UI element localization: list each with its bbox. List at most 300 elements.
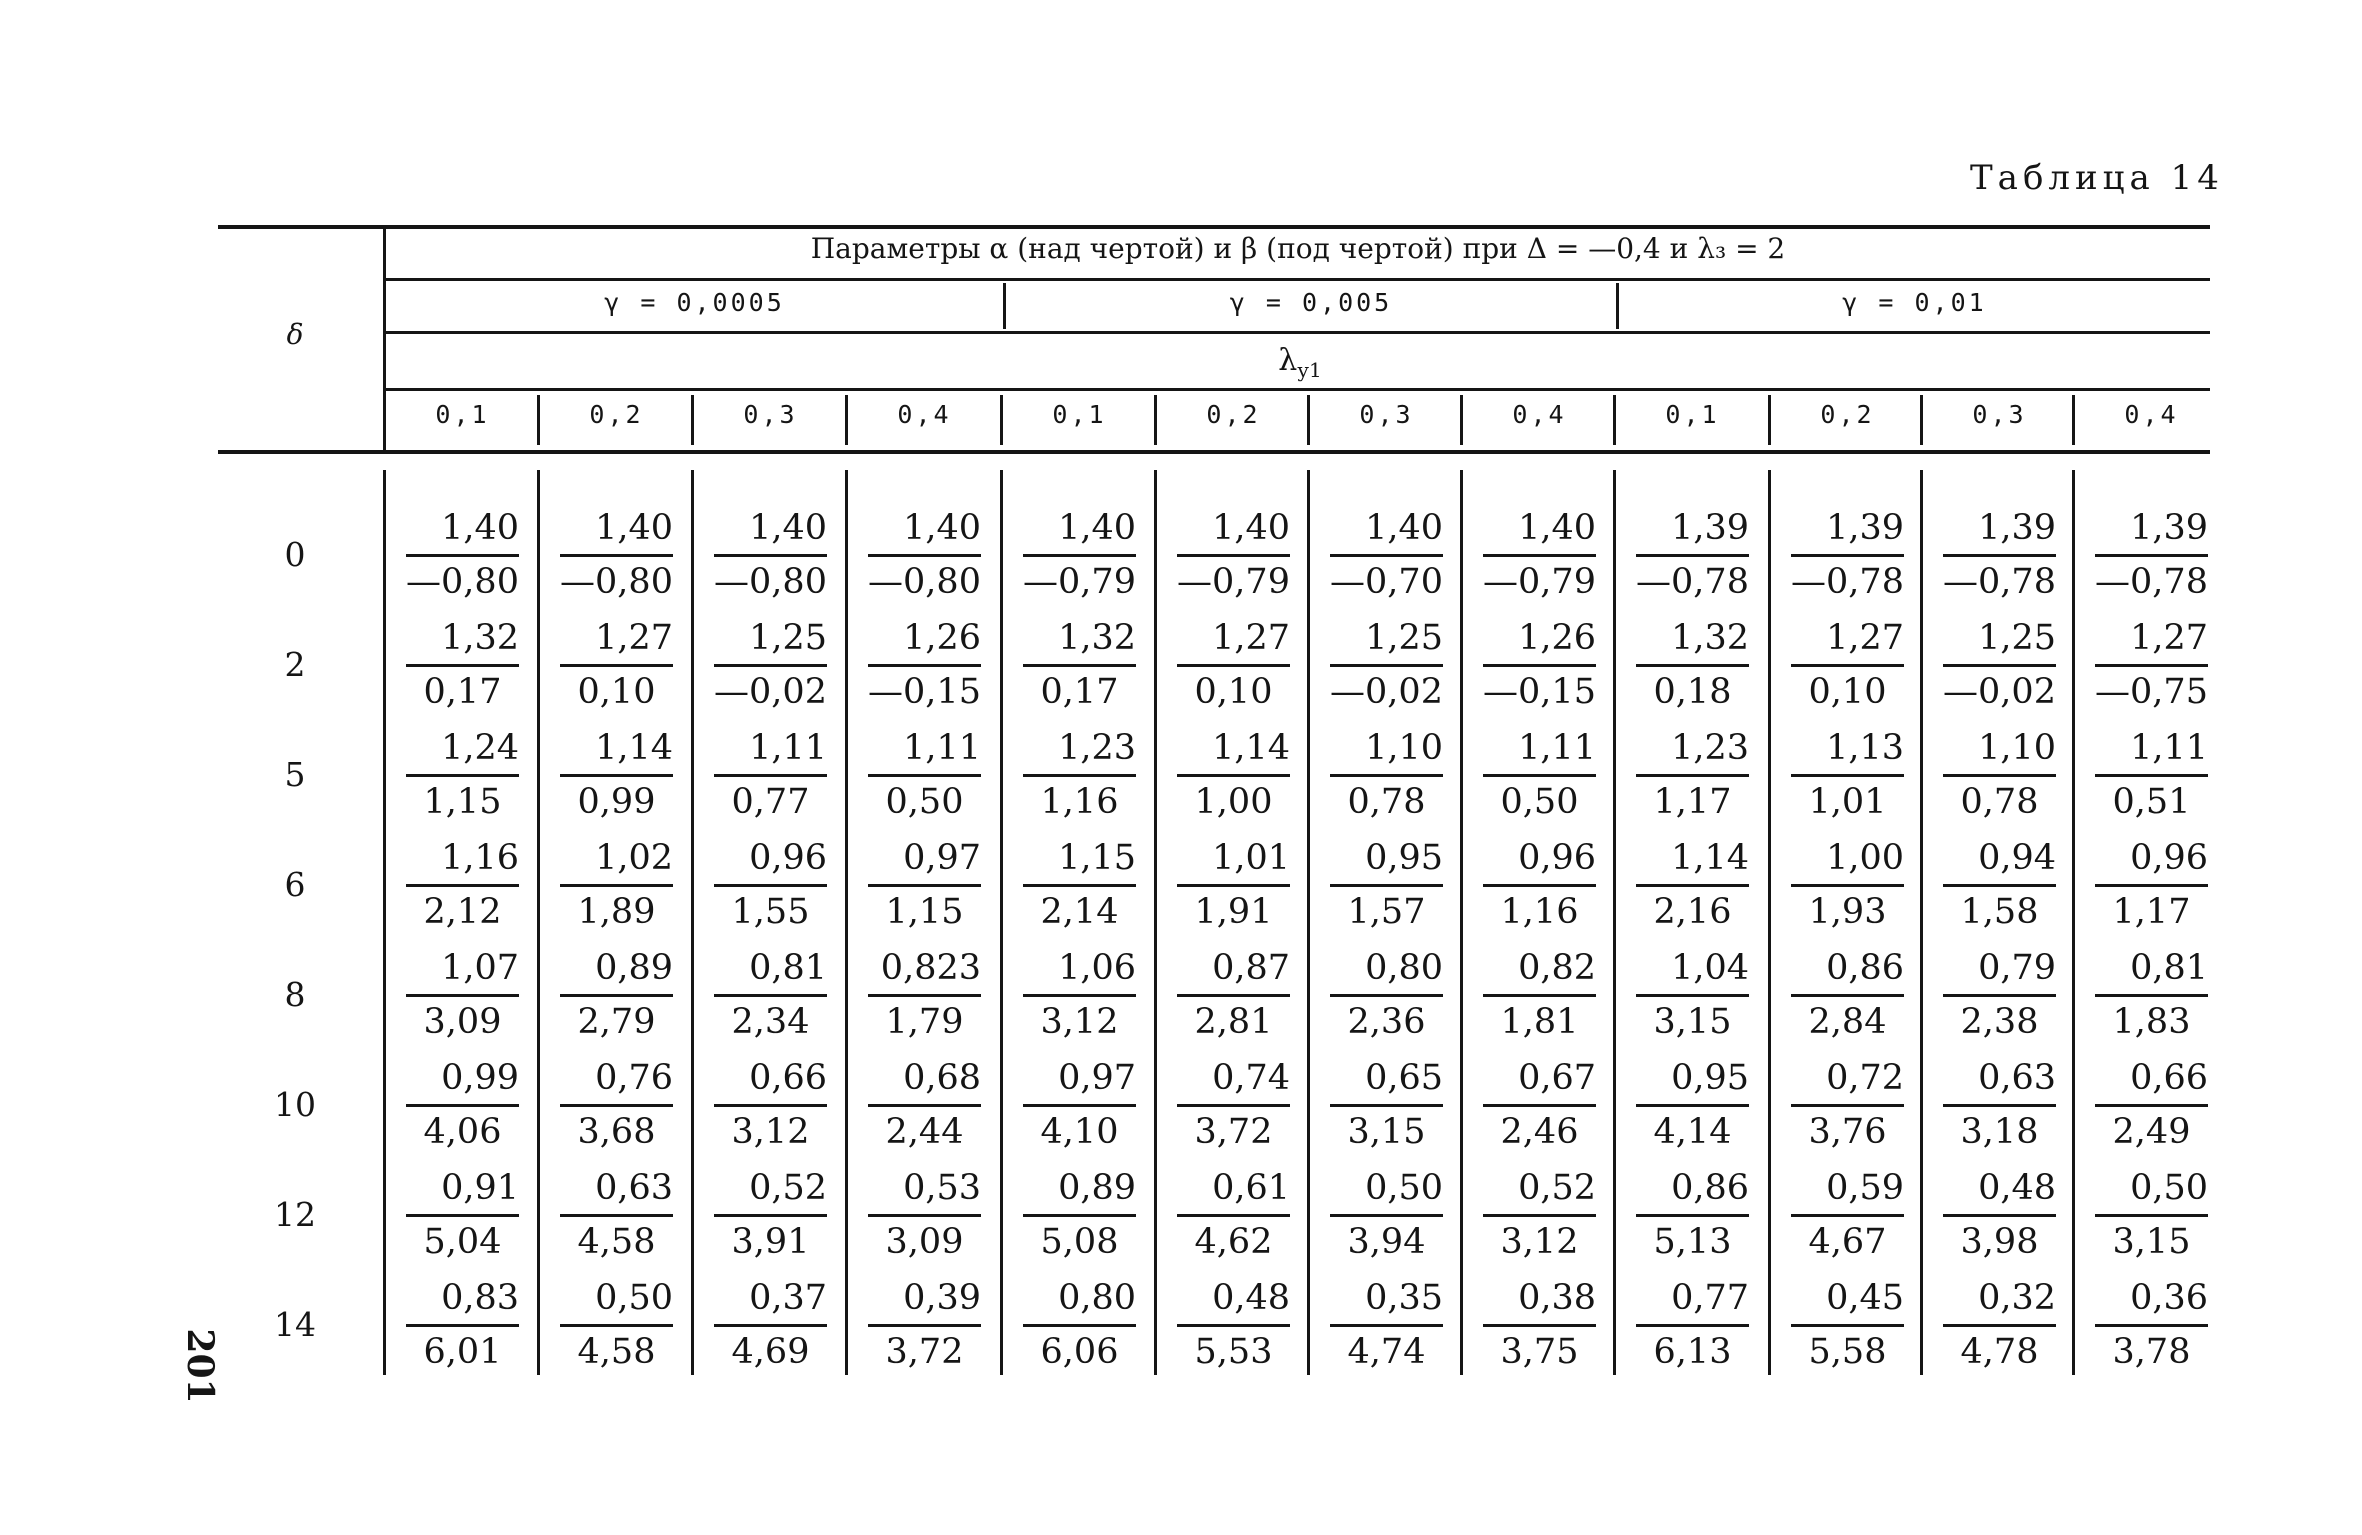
beta-value: 3,15 bbox=[1653, 1002, 1732, 1042]
delta-value: 8 bbox=[284, 975, 306, 1014]
fraction-bar bbox=[1023, 1324, 1136, 1327]
fraction-bar bbox=[1483, 1324, 1596, 1327]
fraction-bar bbox=[1636, 884, 1749, 887]
fraction-bar bbox=[868, 1104, 981, 1107]
alpha-value: 1,01 bbox=[1212, 838, 1290, 878]
fraction-bar bbox=[1636, 1324, 1749, 1327]
alpha-value: 1,25 bbox=[1365, 618, 1443, 658]
table-cell bbox=[862, 725, 987, 825]
table-cell bbox=[1630, 835, 1755, 935]
alpha-value: 0,50 bbox=[595, 1278, 673, 1318]
gamma-header-1: γ = 0,0005 bbox=[604, 288, 785, 317]
alpha-value: 0,35 bbox=[1365, 1278, 1443, 1318]
lambda-value-header: 0,4 bbox=[2124, 400, 2179, 429]
alpha-value: 0,80 bbox=[1365, 948, 1443, 988]
beta-value: —0,80 bbox=[868, 562, 981, 602]
alpha-value: 1,06 bbox=[1058, 948, 1136, 988]
alpha-value: 1,40 bbox=[595, 508, 673, 548]
fraction-bar bbox=[1791, 1104, 1904, 1107]
table-cell bbox=[400, 1165, 525, 1265]
fraction-bar bbox=[1943, 994, 2056, 997]
fraction-bar bbox=[1330, 1104, 1443, 1107]
alpha-value: 0,48 bbox=[1212, 1278, 1290, 1318]
delta-value: 14 bbox=[274, 1305, 316, 1344]
beta-value: 0,50 bbox=[885, 782, 964, 822]
body-column-line bbox=[537, 470, 540, 1375]
beta-value: 1,81 bbox=[1500, 1002, 1579, 1042]
alpha-value: 1,02 bbox=[595, 838, 673, 878]
table-cell bbox=[1171, 615, 1296, 715]
table-cell bbox=[1477, 945, 1602, 1045]
fraction-bar bbox=[1483, 554, 1596, 557]
alpha-value: 0,66 bbox=[2130, 1058, 2208, 1098]
lambda-header bbox=[1200, 343, 1400, 382]
beta-value: —0,78 bbox=[2095, 562, 2208, 602]
fraction-bar bbox=[1023, 554, 1136, 557]
fraction-bar bbox=[1330, 884, 1443, 887]
table-cell bbox=[1017, 505, 1142, 605]
beta-value: 3,75 bbox=[1500, 1332, 1579, 1372]
fraction-bar bbox=[1177, 1214, 1290, 1217]
body-column-line bbox=[1460, 470, 1463, 1375]
delta-header: δ bbox=[286, 318, 304, 351]
beta-value: —0,78 bbox=[1791, 562, 1904, 602]
fraction-bar bbox=[714, 884, 827, 887]
beta-value: 0,17 bbox=[423, 672, 502, 712]
fraction-bar bbox=[560, 1324, 673, 1327]
table-cell bbox=[554, 725, 679, 825]
beta-value: 0,10 bbox=[1808, 672, 1887, 712]
fraction-bar bbox=[714, 554, 827, 557]
beta-value: 1,91 bbox=[1194, 892, 1273, 932]
alpha-value: 0,89 bbox=[1058, 1168, 1136, 1208]
lambda-divider bbox=[691, 395, 694, 445]
alpha-value: 0,83 bbox=[441, 1278, 519, 1318]
fraction-bar bbox=[1483, 884, 1596, 887]
beta-value: 1,58 bbox=[1960, 892, 2039, 932]
beta-value: 4,62 bbox=[1194, 1222, 1273, 1262]
fraction-bar bbox=[406, 554, 519, 557]
beta-value: 2,34 bbox=[731, 1002, 810, 1042]
fraction-bar bbox=[1636, 774, 1749, 777]
beta-value: 2,81 bbox=[1194, 1002, 1273, 1042]
header-main: Параметры α (над чертой) и β (под чертой) при Δ = —0,4 и λ₃ = 2 bbox=[810, 232, 1786, 265]
beta-value: 1,15 bbox=[423, 782, 502, 822]
table-cell bbox=[2089, 1275, 2214, 1375]
alpha-value: 0,52 bbox=[749, 1168, 827, 1208]
beta-value: 1,89 bbox=[577, 892, 656, 932]
alpha-value: 0,36 bbox=[2130, 1278, 2208, 1318]
alpha-value: 0,96 bbox=[1518, 838, 1596, 878]
table-cell bbox=[1785, 505, 1910, 605]
body-column-line bbox=[1307, 470, 1310, 1375]
beta-value: —0,02 bbox=[1943, 672, 2056, 712]
beta-value: 3,12 bbox=[731, 1112, 810, 1152]
fraction-bar bbox=[1177, 1324, 1290, 1327]
header-rule-2 bbox=[386, 331, 2210, 334]
alpha-value: 0,66 bbox=[749, 1058, 827, 1098]
fraction-bar bbox=[1177, 774, 1290, 777]
fraction-bar bbox=[868, 994, 981, 997]
delta-value: 5 bbox=[284, 755, 306, 794]
table-cell bbox=[1017, 725, 1142, 825]
table-cell bbox=[400, 945, 525, 1045]
table-cell bbox=[708, 945, 833, 1045]
table-cell bbox=[1477, 835, 1602, 935]
beta-value: —0,80 bbox=[714, 562, 827, 602]
fraction-bar bbox=[2095, 884, 2208, 887]
table-cell bbox=[1017, 1165, 1142, 1265]
table-cell bbox=[1937, 725, 2062, 825]
fraction-bar bbox=[2095, 1324, 2208, 1327]
fraction-bar bbox=[406, 1324, 519, 1327]
alpha-value: 0,89 bbox=[595, 948, 673, 988]
table-cell bbox=[400, 1055, 525, 1155]
gamma-header-3: γ = 0,01 bbox=[1842, 288, 1987, 317]
beta-value: —0,80 bbox=[406, 562, 519, 602]
beta-value: 3,15 bbox=[2112, 1222, 2191, 1262]
alpha-value: 0,59 bbox=[1826, 1168, 1904, 1208]
lambda-value-header: 0,2 bbox=[1206, 400, 1261, 429]
alpha-value: 1,14 bbox=[1671, 838, 1749, 878]
alpha-value: 0,99 bbox=[441, 1058, 519, 1098]
table-cell bbox=[1477, 725, 1602, 825]
alpha-value: 0,96 bbox=[749, 838, 827, 878]
table-cell bbox=[1017, 615, 1142, 715]
fraction-bar bbox=[714, 1214, 827, 1217]
fraction-bar bbox=[868, 1324, 981, 1327]
fraction-bar bbox=[868, 554, 981, 557]
delta-value: 2 bbox=[284, 645, 306, 684]
table-cell bbox=[1630, 1275, 1755, 1375]
beta-value: 0,17 bbox=[1040, 672, 1119, 712]
beta-value: 0,51 bbox=[2112, 782, 2191, 822]
beta-value: 2,16 bbox=[1653, 892, 1732, 932]
lambda-symbol: λ bbox=[1278, 343, 1298, 378]
alpha-value: 0,81 bbox=[2130, 948, 2208, 988]
lambda-divider bbox=[1307, 395, 1310, 445]
beta-value: 0,10 bbox=[1194, 672, 1273, 712]
beta-value: 4,78 bbox=[1960, 1332, 2039, 1372]
table-cell bbox=[1937, 945, 2062, 1045]
beta-value: 2,36 bbox=[1347, 1002, 1426, 1042]
beta-value: 0,99 bbox=[577, 782, 656, 822]
alpha-value: 1,40 bbox=[1518, 508, 1596, 548]
alpha-value: 1,40 bbox=[1212, 508, 1290, 548]
beta-value: 0,50 bbox=[1500, 782, 1579, 822]
fraction-bar bbox=[560, 554, 673, 557]
beta-value: 3,72 bbox=[1194, 1112, 1273, 1152]
table-cell bbox=[1785, 615, 1910, 715]
fraction-bar bbox=[2095, 664, 2208, 667]
alpha-value: 1,14 bbox=[1212, 728, 1290, 768]
fraction-bar bbox=[714, 1104, 827, 1107]
fraction-bar bbox=[1636, 994, 1749, 997]
table-cell bbox=[708, 725, 833, 825]
lambda-divider bbox=[845, 395, 848, 445]
alpha-value: 1,23 bbox=[1058, 728, 1136, 768]
alpha-value: 0,52 bbox=[1518, 1168, 1596, 1208]
alpha-value: 0,63 bbox=[1978, 1058, 2056, 1098]
fraction-bar bbox=[1483, 994, 1596, 997]
beta-value: 4,58 bbox=[577, 1222, 656, 1262]
lambda-value-header: 0,1 bbox=[435, 400, 490, 429]
table-cell bbox=[554, 945, 679, 1045]
beta-value: 2,12 bbox=[423, 892, 502, 932]
beta-value: 3,18 bbox=[1960, 1112, 2039, 1152]
alpha-value: 0,61 bbox=[1212, 1168, 1290, 1208]
table-cell bbox=[862, 835, 987, 935]
fraction-bar bbox=[1943, 554, 2056, 557]
alpha-value: 1,27 bbox=[1826, 618, 1904, 658]
delta-value: 6 bbox=[284, 865, 306, 904]
table-cell bbox=[862, 1165, 987, 1265]
table-cell bbox=[1171, 835, 1296, 935]
lambda-divider bbox=[537, 395, 540, 445]
fraction-bar bbox=[406, 994, 519, 997]
alpha-value: 0,67 bbox=[1518, 1058, 1596, 1098]
alpha-value: 1,14 bbox=[595, 728, 673, 768]
beta-value: —0,15 bbox=[1483, 672, 1596, 712]
lambda-value-header: 0,3 bbox=[743, 400, 798, 429]
beta-value: 4,14 bbox=[1653, 1112, 1732, 1152]
alpha-value: 1,40 bbox=[441, 508, 519, 548]
fraction-bar bbox=[1791, 994, 1904, 997]
header-bottom-rule bbox=[218, 450, 2210, 454]
table-cell bbox=[554, 505, 679, 605]
lambda-value-header: 0,3 bbox=[1359, 400, 1414, 429]
beta-value: 2,14 bbox=[1040, 892, 1119, 932]
beta-value: —0,80 bbox=[560, 562, 673, 602]
table-cell bbox=[1785, 1165, 1910, 1265]
beta-value: 4,74 bbox=[1347, 1332, 1426, 1372]
alpha-value: 0,38 bbox=[1518, 1278, 1596, 1318]
fraction-bar bbox=[868, 774, 981, 777]
fraction-bar bbox=[560, 884, 673, 887]
alpha-value: 0,68 bbox=[903, 1058, 981, 1098]
table-cell bbox=[1477, 505, 1602, 605]
alpha-value: 0,95 bbox=[1365, 838, 1443, 878]
beta-value: 5,53 bbox=[1194, 1332, 1273, 1372]
beta-value: 6,06 bbox=[1040, 1332, 1119, 1372]
table-cell bbox=[400, 725, 525, 825]
beta-value: 3,78 bbox=[2112, 1332, 2191, 1372]
fraction-bar bbox=[1023, 884, 1136, 887]
alpha-value: 0,48 bbox=[1978, 1168, 2056, 1208]
alpha-value: 0,97 bbox=[903, 838, 981, 878]
table-cell bbox=[1324, 1275, 1449, 1375]
alpha-value: 1,40 bbox=[1365, 508, 1443, 548]
table-cell bbox=[1630, 1055, 1755, 1155]
alpha-value: 1,27 bbox=[1212, 618, 1290, 658]
fraction-bar bbox=[1023, 994, 1136, 997]
beta-value: —0,78 bbox=[1636, 562, 1749, 602]
beta-value: 3,09 bbox=[423, 1002, 502, 1042]
lambda-divider bbox=[1460, 395, 1463, 445]
body-column-line bbox=[1613, 470, 1616, 1375]
lambda-value-header: 0,3 bbox=[1972, 400, 2027, 429]
fraction-bar bbox=[406, 1214, 519, 1217]
fraction-bar bbox=[406, 884, 519, 887]
fraction-bar bbox=[1330, 1324, 1443, 1327]
lambda-subscript: у1 bbox=[1297, 358, 1322, 382]
beta-value: 3,76 bbox=[1808, 1112, 1887, 1152]
fraction-bar bbox=[1636, 1214, 1749, 1217]
lambda-divider bbox=[1000, 395, 1003, 445]
table-cell bbox=[1630, 945, 1755, 1045]
table-cell bbox=[400, 615, 525, 715]
beta-value: —0,79 bbox=[1177, 562, 1290, 602]
alpha-value: 0,50 bbox=[1365, 1168, 1443, 1208]
fraction-bar bbox=[1023, 664, 1136, 667]
beta-value: 2,44 bbox=[885, 1112, 964, 1152]
alpha-value: 1,24 bbox=[441, 728, 519, 768]
alpha-value: 1,11 bbox=[903, 728, 981, 768]
lambda-value-header: 0,4 bbox=[1512, 400, 1567, 429]
alpha-value: 1,04 bbox=[1671, 948, 1749, 988]
alpha-value: 0,91 bbox=[441, 1168, 519, 1208]
delta-value: 0 bbox=[284, 535, 306, 574]
fraction-bar bbox=[1177, 1104, 1290, 1107]
alpha-value: 0,96 bbox=[2130, 838, 2208, 878]
alpha-value: 1,40 bbox=[1058, 508, 1136, 548]
fraction-bar bbox=[1483, 664, 1596, 667]
lambda-value-header: 0,2 bbox=[1820, 400, 1875, 429]
beta-value: 1,57 bbox=[1347, 892, 1426, 932]
table-cell bbox=[554, 835, 679, 935]
fraction-bar bbox=[1177, 554, 1290, 557]
fraction-bar bbox=[1330, 664, 1443, 667]
delta-value: 10 bbox=[274, 1085, 316, 1124]
beta-value: 6,13 bbox=[1653, 1332, 1732, 1372]
fraction-bar bbox=[560, 1104, 673, 1107]
beta-value: 0,18 bbox=[1653, 672, 1732, 712]
beta-value: —0,78 bbox=[1943, 562, 2056, 602]
alpha-value: 1,32 bbox=[1058, 618, 1136, 658]
alpha-value: 1,39 bbox=[1671, 508, 1749, 548]
beta-value: 1,79 bbox=[885, 1002, 964, 1042]
alpha-value: 0,823 bbox=[880, 948, 981, 988]
alpha-value: 0,63 bbox=[595, 1168, 673, 1208]
table-cell bbox=[1324, 615, 1449, 715]
beta-value: 0,78 bbox=[1960, 782, 2039, 822]
alpha-value: 1,11 bbox=[2130, 728, 2208, 768]
table-cell bbox=[2089, 615, 2214, 715]
table-cell bbox=[2089, 725, 2214, 825]
table-cell bbox=[708, 1165, 833, 1265]
beta-value: 0,10 bbox=[577, 672, 656, 712]
beta-value: —0,79 bbox=[1483, 562, 1596, 602]
table-cell bbox=[708, 505, 833, 605]
beta-value: 0,78 bbox=[1347, 782, 1426, 822]
alpha-value: 0,72 bbox=[1826, 1058, 1904, 1098]
alpha-value: 1,32 bbox=[1671, 618, 1749, 658]
table-cell bbox=[708, 1275, 833, 1375]
alpha-value: 0,94 bbox=[1978, 838, 2056, 878]
table-cell bbox=[1785, 945, 1910, 1045]
body-column-line bbox=[691, 470, 694, 1375]
lambda-value-header: 0,4 bbox=[897, 400, 952, 429]
beta-value: 2,46 bbox=[1500, 1112, 1579, 1152]
body-column-line bbox=[1000, 470, 1003, 1375]
alpha-value: 0,77 bbox=[1671, 1278, 1749, 1318]
alpha-value: 0,39 bbox=[903, 1278, 981, 1318]
beta-value: 5,13 bbox=[1653, 1222, 1732, 1262]
fraction-bar bbox=[2095, 1104, 2208, 1107]
table-cell bbox=[1630, 505, 1755, 605]
fraction-bar bbox=[1636, 554, 1749, 557]
fraction-bar bbox=[560, 994, 673, 997]
alpha-value: 0,80 bbox=[1058, 1278, 1136, 1318]
beta-value: —0,02 bbox=[714, 672, 827, 712]
alpha-value: 1,11 bbox=[1518, 728, 1596, 768]
table-cell bbox=[1785, 1055, 1910, 1155]
lambda-divider bbox=[1613, 395, 1616, 445]
table-cell bbox=[1017, 835, 1142, 935]
table-cell bbox=[708, 1055, 833, 1155]
table-cell bbox=[1171, 1165, 1296, 1265]
table-cell bbox=[862, 615, 987, 715]
delta-value: 12 bbox=[274, 1195, 316, 1234]
fraction-bar bbox=[1483, 774, 1596, 777]
alpha-value: 0,65 bbox=[1365, 1058, 1443, 1098]
table-cell bbox=[1630, 615, 1755, 715]
table-cell bbox=[1324, 725, 1449, 825]
beta-value: —0,75 bbox=[2095, 672, 2208, 712]
beta-value: 2,38 bbox=[1960, 1002, 2039, 1042]
beta-value: 4,58 bbox=[577, 1332, 656, 1372]
beta-value: 3,12 bbox=[1500, 1222, 1579, 1262]
fraction-bar bbox=[1791, 884, 1904, 887]
beta-value: 1,00 bbox=[1194, 782, 1273, 822]
beta-value: 3,68 bbox=[577, 1112, 656, 1152]
beta-value: 1,55 bbox=[731, 892, 810, 932]
fraction-bar bbox=[1943, 664, 2056, 667]
beta-value: 1,17 bbox=[2112, 892, 2191, 932]
table-cell bbox=[1017, 1055, 1142, 1155]
beta-value: —0,79 bbox=[1023, 562, 1136, 602]
beta-value: 1,15 bbox=[885, 892, 964, 932]
beta-value: 2,84 bbox=[1808, 1002, 1887, 1042]
alpha-value: 0,87 bbox=[1212, 948, 1290, 988]
alpha-value: 0,82 bbox=[1518, 948, 1596, 988]
beta-value: 1,17 bbox=[1653, 782, 1732, 822]
alpha-value: 0,97 bbox=[1058, 1058, 1136, 1098]
table-cell bbox=[1171, 945, 1296, 1045]
lambda-value-header: 0,1 bbox=[1052, 400, 1107, 429]
fraction-bar bbox=[1330, 994, 1443, 997]
alpha-value: 1,00 bbox=[1826, 838, 1904, 878]
table-cell bbox=[1324, 945, 1449, 1045]
fraction-bar bbox=[560, 664, 673, 667]
beta-value: 1,16 bbox=[1500, 892, 1579, 932]
table-cell bbox=[1937, 1165, 2062, 1265]
beta-value: 1,83 bbox=[2112, 1002, 2191, 1042]
fraction-bar bbox=[1943, 1324, 2056, 1327]
alpha-value: 1,32 bbox=[441, 618, 519, 658]
fraction-bar bbox=[1177, 994, 1290, 997]
alpha-value: 1,25 bbox=[1978, 618, 2056, 658]
alpha-value: 1,11 bbox=[749, 728, 827, 768]
fraction-bar bbox=[1483, 1104, 1596, 1107]
lambda-divider bbox=[2072, 395, 2075, 445]
beta-value: 3,15 bbox=[1347, 1112, 1426, 1152]
body-column-line bbox=[1154, 470, 1157, 1375]
page-number: 201 bbox=[179, 1328, 221, 1404]
table-cell bbox=[1785, 835, 1910, 935]
alpha-value: 1,26 bbox=[1518, 618, 1596, 658]
alpha-value: 0,37 bbox=[749, 1278, 827, 1318]
